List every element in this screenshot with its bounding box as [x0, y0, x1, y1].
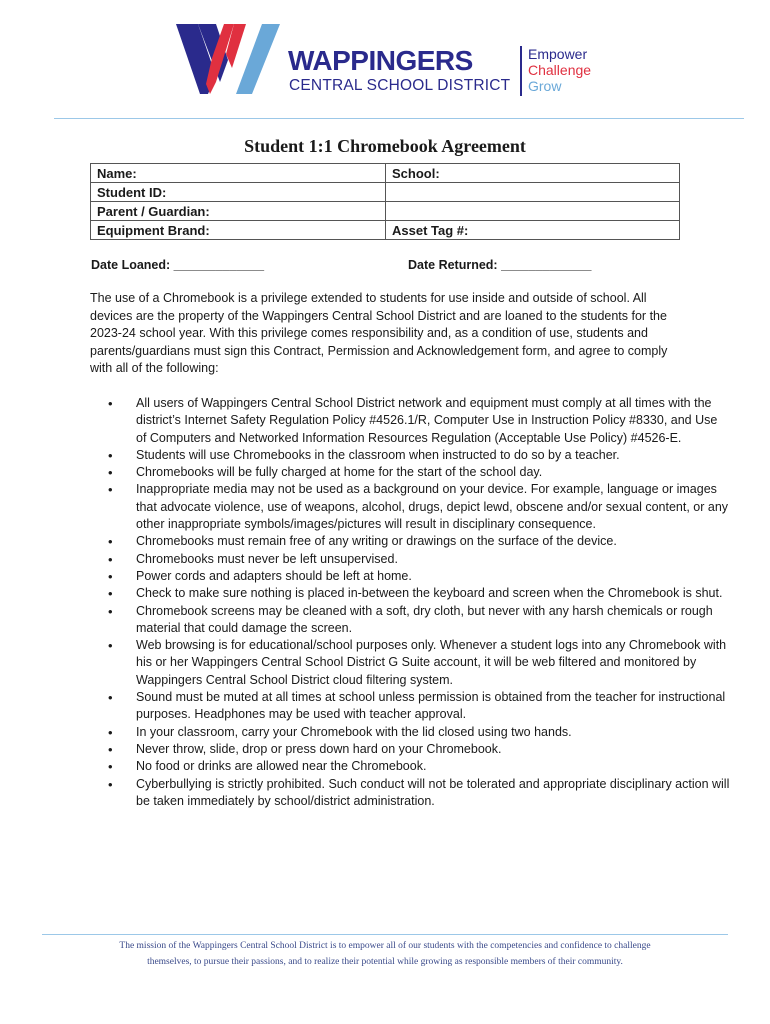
tagline-grow: Grow — [528, 78, 562, 94]
list-item: • Students will use Chromebooks in the classroom when instructed to do so by a teacher. — [136, 447, 731, 464]
list-item: • In your classroom, carry your Chromebook with the lid closed using two hands. — [136, 724, 731, 741]
list-item: • Check to make sure nothing is placed in-between the keyboard and screen when the Chromebook is shut. — [136, 585, 731, 602]
date-loaned-field[interactable]: Date Loaned: _____________ — [91, 258, 265, 272]
name-field[interactable]: Name: — [91, 164, 386, 183]
logo-name: WAPPINGERS — [288, 45, 473, 76]
list-item: • Chromebook screens may be cleaned with a soft, dry cloth, but never with any harsh chemicals or rough material that could damage the screen. — [136, 603, 731, 638]
page-title: Student 1:1 Chromebook Agreement — [244, 136, 526, 156]
list-item: • Chromebooks will be fully charged at home for the start of the school day. — [136, 464, 731, 481]
list-item: • Web browsing is for educational/school purposes only. Whenever a student logs into any Chromebook with his or her Wappingers Central School District G Suite account, it will be web filtered and monitored by Wappingers Central School District cloud filtering system. — [136, 637, 731, 689]
list-item: • All users of Wappingers Central School District network and equipment must comply at all times with the district’s Internet Safety Regulation Policy #4526.1/R, Computer Use in Instruction Policy #8330, and Use of Computers and Networked Information Resources Regulation (Acceptable Use Policy) #4526-E. — [136, 395, 731, 447]
footer-divider — [42, 934, 728, 935]
header-divider — [54, 118, 744, 119]
student-info-table — [90, 163, 680, 240]
list-item: • Inappropriate media may not be used as a background on your device. For example, language or images that advocate violence, use of weapons, alcohol, drugs, depict lewd, obscene and/or sexual content, or any other inappropriate symbols/images/pictures will result in disciplinary consequence. — [136, 481, 731, 533]
district-logo — [176, 24, 596, 96]
logo-divider — [520, 46, 522, 96]
list-item: • Sound must be muted at all times at school unless permission is obtained from the teacher for instructional purposes. Headphones may be used with teacher approval. — [136, 689, 731, 724]
list-item: • Chromebooks must remain free of any writing or drawings on the surface of the device. — [136, 533, 731, 550]
parent-guardian-blank — [386, 202, 680, 221]
list-item: • Cyberbullying is strictly prohibited. Such conduct will not be tolerated and appropriate disciplinary action will be taken immediately by school/district administration. — [136, 776, 731, 811]
school-field[interactable]: School: — [386, 164, 680, 183]
asset-tag-field[interactable]: Asset Tag #: — [386, 221, 680, 240]
list-item: • Chromebooks must never be left unsupervised. — [136, 551, 731, 568]
tagline-challenge: Challenge — [528, 62, 592, 78]
date-returned-field[interactable]: Date Returned: _____________ — [408, 258, 592, 272]
student-id-field[interactable]: Student ID: — [91, 183, 386, 202]
rules-list — [90, 395, 731, 810]
list-item: • Power cords and adapters should be left at home. — [136, 568, 731, 585]
w-logo-icon — [176, 24, 280, 94]
parent-guardian-field[interactable]: Parent / Guardian: — [91, 202, 386, 221]
equipment-brand-field[interactable]: Equipment Brand: — [91, 221, 386, 240]
mission-statement: The mission of the Wappingers Central School District is to empower all of our students with the competencies and confidence to challenge themselves, to pursue their passions, and to realize their potential while growing as responsible members of their community. — [119, 941, 651, 967]
list-item: • Never throw, slide, drop or press down hard on your Chromebook. — [136, 741, 731, 758]
logo-district: CENTRAL SCHOOL DISTRICT — [289, 77, 511, 94]
intro-paragraph: The use of a Chromebook is a privilege extended to students for use inside and outside of school. All devices are the property of the Wappingers Central School District and are loaned to the students for the 2023-24 school year. With this privilege comes responsibility and, as a condition of use, students and parents/guardians must sign this Contract, Permission and Acknowledgement form, and agree to comply with all of the following: — [90, 291, 668, 375]
list-item: • No food or drinks are allowed near the Chromebook. — [136, 758, 731, 775]
tagline-empower: Empower — [528, 46, 588, 62]
student-id-blank — [386, 183, 680, 202]
